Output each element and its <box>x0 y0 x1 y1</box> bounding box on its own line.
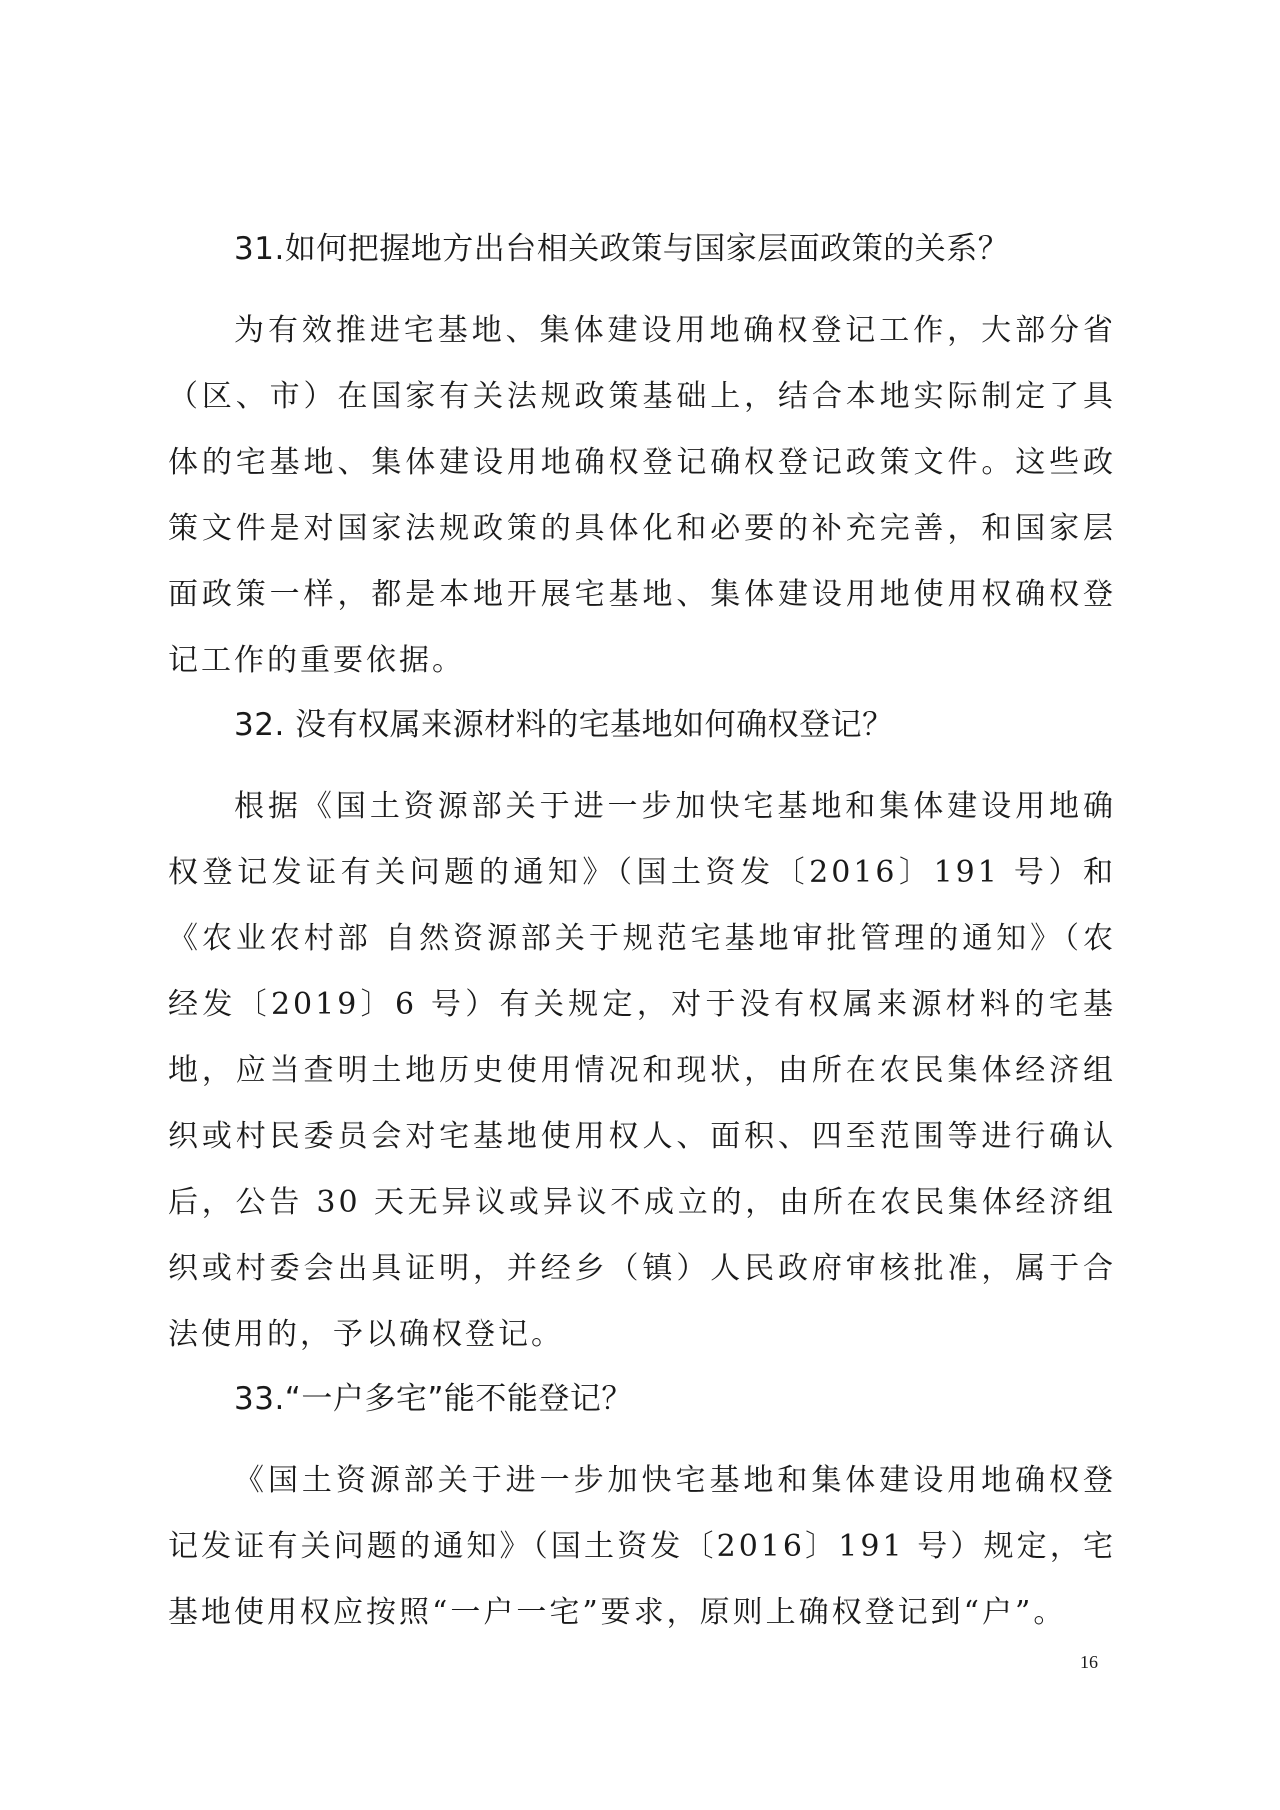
section-33-heading: 33.“一户多宅”能不能登记？ <box>234 1381 633 1417</box>
section-32-paragraph: 根据《国土资源部关于进一步加快宅基地和集体建设用地确权登记发证有关问题的通知》（国土资发〔2016〕191 号）和《农业农村部 自然资源部关于规范宅基地审批管理的通知》（农经发〔2019〕6 号）有关规定，对于没有权属来源材料的宅基地，应当查明土地历史使用情况和现状，由所在农民集体经济组织或村民委员会对宅基地使用权人、面积、四至范围等进行确认后，公告 30 天无异议或异议不成立的，由所在农民集体经济组织或村委会出具证明，并经乡（镇）人民政府审核批准，属于合法使用的，予以确权登记。 <box>168 789 1116 1352</box>
section-32-heading: 32. 没有权属来源材料的宅基地如何确权登记？ <box>234 707 894 743</box>
document-body <box>168 228 1116 1656</box>
section-31-paragraph: 为有效推进宅基地、集体建设用地确权登记工作，大部分省（区、市）在国家有关法规政策基础上，结合本地实际制定了具体的宅基地、集体建设用地确权登记确权登记政策文件。这些政策文件是对国家法规政策的具体化和必要的补充完善，和国家层面政策一样，都是本地开展宅基地、集体建设用地使用权确权登记工作的重要依据。 <box>168 313 1116 678</box>
section-31-heading: 31.如何把握地方出台相关政策与国家层面政策的关系？ <box>234 231 1010 267</box>
page-number: 16 <box>1080 1652 1098 1672</box>
section-33-paragraph: 《国土资源部关于进一步加快宅基地和集体建设用地确权登记发证有关问题的通知》（国土资发〔2016〕191 号）规定，宅基地使用权应按照“一户一宅”要求，原则上确权登记到“户”。 <box>168 1463 1116 1630</box>
